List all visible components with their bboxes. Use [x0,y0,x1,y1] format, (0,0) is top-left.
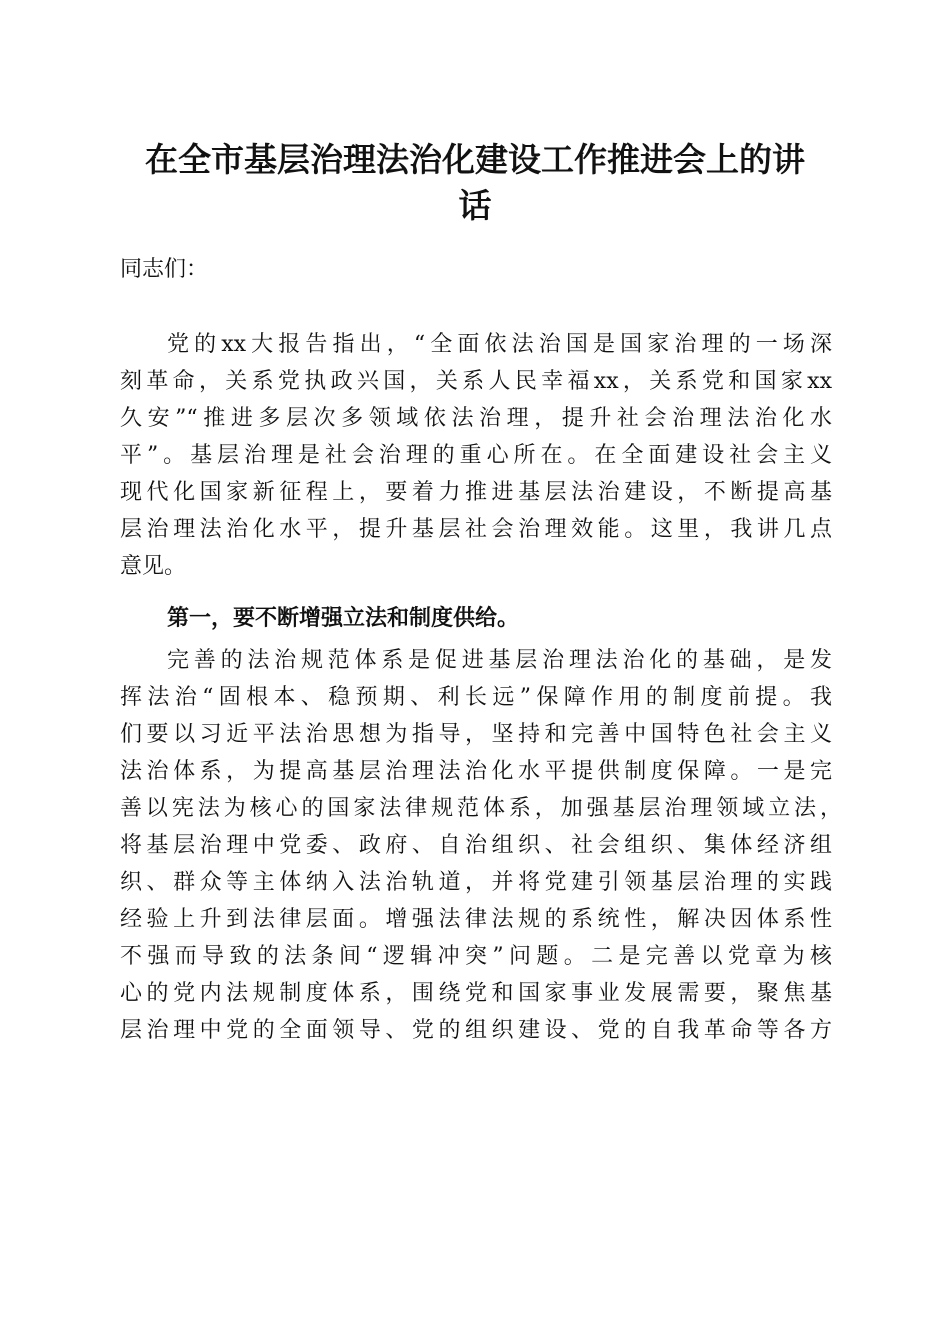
document-title-line-1: 在全市基层治理法治化建设工作推进会上的讲 [145,140,805,179]
text-line: 经验上升到法律层面。增强法律法规的系统性，解决因体系性 [120,907,832,932]
text-line: 们要以习近平法治思想为指导，坚持和完善中国特色社会主义 [120,722,832,747]
text-line: 善以宪法为核心的国家法律规范体系，加强基层治理领域立法， [120,796,842,821]
text-line: 久安”“推进多层次多领域依法治理，提升社会治理法治化水 [120,406,832,431]
text-line: 将基层治理中党委、政府、自治组织、社会组织、集体经济组 [120,833,832,858]
document-title-line-2: 话 [458,186,492,225]
section-heading-1: 第一，要不断增强立法和制度供给。 [167,605,520,631]
salutation: 同志们： [120,257,209,282]
text-line: 层治理法治化水平，提升基层社会治理效能。这里，我讲几点 [120,517,832,542]
text-line: 意见。 [120,554,187,579]
text-line: 平”。基层治理是社会治理的重心所在。在全面建设社会主义 [120,443,832,468]
text-line: 挥法治“固根本、稳预期、利长远”保障作用的制度前提。我 [120,685,832,710]
text-line: 法治体系，为提高基层治理法治化水平提供制度保障。一是完 [120,759,832,784]
text-line: 织、群众等主体纳入法治轨道，并将党建引领基层治理的实践 [120,870,832,895]
text-line: 完善的法治规范体系是促进基层治理法治化的基础，是发 [167,648,832,673]
text-line: 党的xx大报告指出，“全面依法治国是国家治理的一场深 [167,332,832,357]
text-line: 心的党内法规制度体系，围绕党和国家事业发展需要，聚焦基 [120,981,832,1006]
text-line: 不强而导致的法条间“逻辑冲突”问题。二是完善以党章为核 [120,944,832,969]
text-line: 刻革命，关系党执政兴国，关系人民幸福xx，关系党和国家xx [120,369,832,394]
text-line: 层治理中党的全面领导、党的组织建设、党的自我革命等各方 [120,1018,832,1043]
text-line: 现代化国家新征程上，要着力推进基层法治建设，不断提高基 [120,480,832,505]
